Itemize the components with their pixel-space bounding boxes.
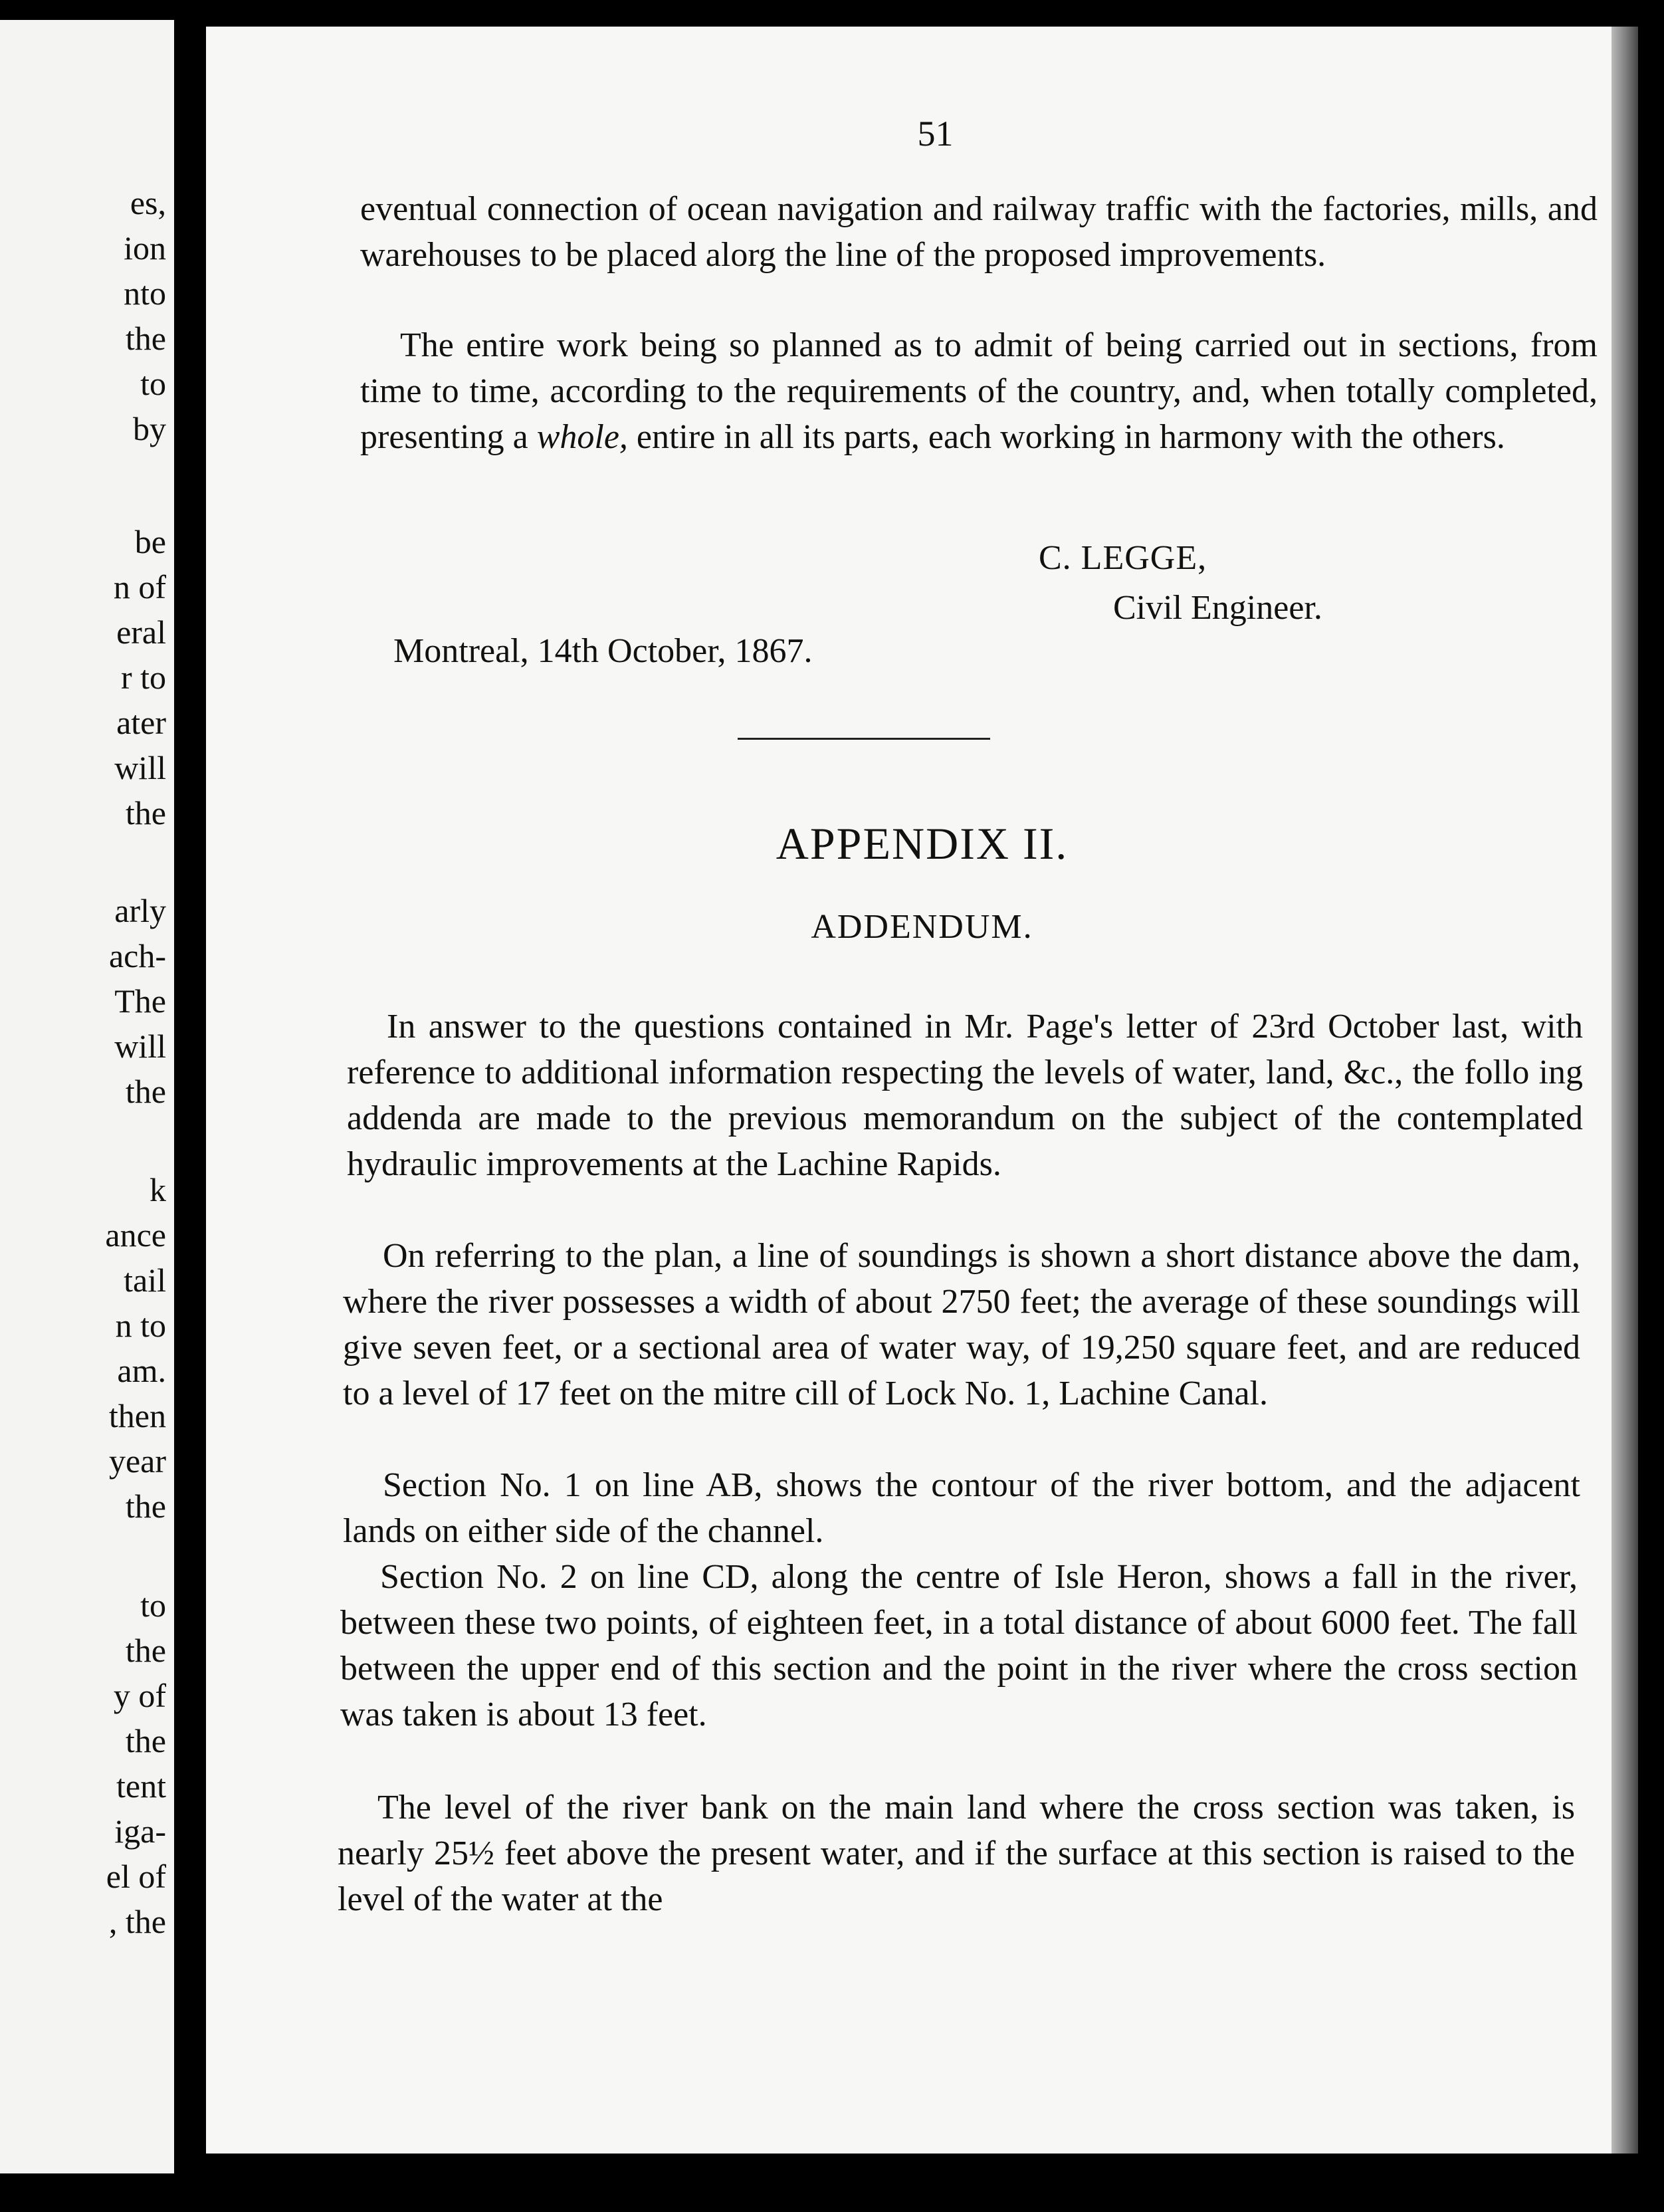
left-page-fragment: eral [116,613,166,651]
paragraph-answer: In answer to the questions contained in Mr. Page's letter of 23rd October last, with reference to additional information respecting the levels of water, land, &c., the follo ing addenda are made to the previous memorandum on the subject of the contemplated hydraulic improvements at the Lachine Rapids. [347,1008,1583,1183]
left-page-fragment: ater [116,704,166,741]
book-gutter [174,0,206,2212]
paragraph-entire-work [360,322,1598,460]
left-page-fragment: to [140,1587,166,1624]
left-facing-page [0,20,174,2173]
left-page-fragment: ion [124,229,166,267]
paragraph-soundings: On referring to the plan, a line of soundings is shown a short distance above the dam, where the river possesses a width of about 2750 feet; the average of these soundings will give seven feet, or a sectional area of water way, of 19,250 square feet, and are reduced to a level of 17 feet on the mitre cill of Lock No. 1, Lachine Canal. [343,1237,1580,1412]
left-page-fragment: the [125,1073,166,1110]
appendix-title: APPENDIX II. [776,818,1069,869]
left-page-fragment: be [134,523,166,560]
left-page-fragment: tail [124,1262,166,1299]
signature-name: C. LEGGE, [1039,539,1207,577]
left-page-fragment: the [125,794,166,831]
left-page-fragment: tent [116,1767,166,1805]
left-page-fragment: the [125,1488,166,1525]
left-page-fragment: will [114,749,166,786]
left-page-fragment: to [140,365,166,402]
emphasized-word: whole, [536,418,628,456]
left-page-fragment: iga- [114,1813,166,1850]
paragraph-continuation: eventual connection of ocean navigation and railway traffic with the factories, mills, and warehouses to be placed alorg the line of the proposed improvements. [360,190,1598,274]
left-page-fragment: the [125,320,166,357]
left-page-fragment: am. [117,1352,166,1389]
left-page-fragment: will [114,1028,166,1065]
left-page-fragment: y of [113,1677,166,1714]
left-page-fragment: ach- [108,937,166,974]
page-number: 51 [917,114,954,154]
signature-title: Civil Engineer. [1113,589,1322,627]
left-page-fragment: el of [106,1858,166,1895]
left-page-fragment: year [108,1442,166,1480]
left-page-fragment: the [125,1722,166,1759]
main-page [206,27,1612,2154]
paragraph-section-2: Section No. 2 on line CD, along the centre of Isle Heron, shows a fall in the river, between these two points, of eighteen feet, in a total distance of about 6000 feet. The fall between the upper end of this section and the point in the river where the cross section was taken is about 13 feet. [340,1558,1578,1733]
paragraph-section-1: Section No. 1 on line AB, shows the contour of the river bottom, and the adjacent lands on either side of the channel. [343,1466,1580,1550]
left-page-fragment: the [125,1632,166,1669]
left-page-fragment: then [108,1397,166,1434]
left-page-fragment: arly [114,892,166,929]
left-page-fragment: ance [105,1216,166,1254]
left-page-fragment: r to [120,659,166,696]
left-page-fragment: k [150,1171,166,1208]
page-edge [1612,27,1638,2154]
paragraph-river-bank: The level of the river bank on the main land where the cross section was taken, is nearly 25½ feet above the present water, and if the surface at this section is raised to the level of the water at the [338,1789,1575,1918]
left-page-fragment: es, [130,184,166,221]
addendum-title: ADDENDUM. [811,908,1033,946]
left-page-fragment: by [133,410,166,447]
left-page-fragment: n of [113,568,166,606]
place-date: Montreal, 14th October, 1867. [393,632,813,670]
left-page-fragment: The [114,982,166,1020]
section-divider [738,738,990,740]
left-page-fragment: , the [108,1903,166,1940]
left-page-fragment: n to [115,1307,166,1344]
left-page-fragment: nto [124,275,166,312]
paragraph-text: entire in all its parts, each working in harmony with the others. [627,418,1505,456]
paragraph-text: The entire work being so planned as to admit of being carried out in sections, from time to time, according to the requirements of the country, and, when totally completed, presenting a [360,326,1598,456]
